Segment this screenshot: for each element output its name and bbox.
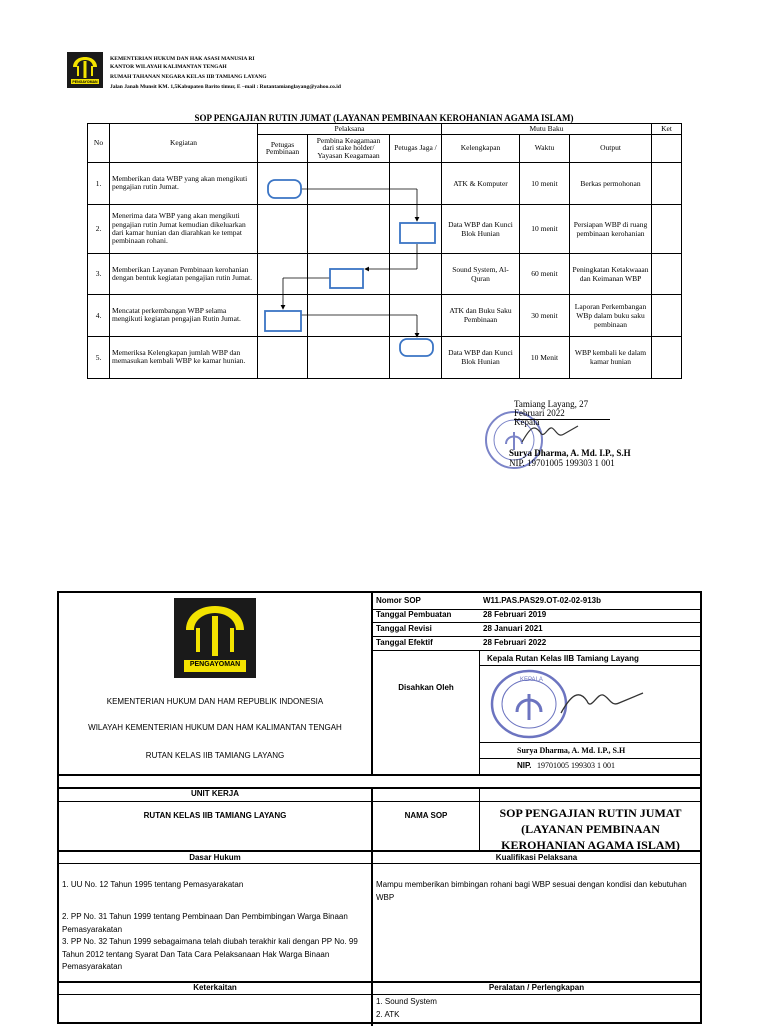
row-kelengkapan: ATK & Komputer: [442, 162, 520, 204]
approver-title: Kepala Rutan Kelas IIB Tamiang Layang: [487, 654, 639, 663]
unit-name: RUMAH TAHANAN NEGARA KELAS IIB TAMIANG LAYANG: [110, 74, 267, 80]
row-output: Berkas permohonan: [570, 162, 652, 204]
row-waktu: 10 menit: [520, 162, 570, 204]
row-kelengkapan: ATK dan Buku Saku Pembinaan: [442, 294, 520, 336]
address-line: Jalan Janah Munsit KM. 1,5Kabupaten Barito timur, E –mail : Rutantamianglayang@yahoo.co.id: [110, 84, 341, 90]
row-no: 3.: [88, 253, 110, 294]
approved-by-label: Disahkan Oleh: [398, 683, 454, 692]
row-output: Peningkatan Ketakwaaan dan Keimanan WBP: [570, 253, 652, 294]
nama-sop-line-3: KEROHANIAN AGAMA ISLAM): [501, 838, 680, 852]
table-row: [88, 162, 682, 204]
meta-value-pembuatan: 28 Februari 2019: [483, 610, 547, 619]
row-no: 4.: [88, 294, 110, 336]
meta-label-pembuatan: Tanggal Pembuatan: [376, 610, 452, 619]
meta-value-revisi: 28 Januari 2021: [483, 624, 543, 633]
row-no: 1.: [88, 162, 110, 204]
row-waktu: 30 menit: [520, 294, 570, 336]
meta-label-efektif: Tanggal Efektif: [376, 638, 433, 647]
row-waktu: 60 menit: [520, 253, 570, 294]
ministry-logo: [67, 52, 103, 88]
logo-label: PENGAYOMAN: [72, 80, 98, 84]
peralatan-item-1: 1. Sound System: [376, 997, 437, 1006]
row-output: Laporan Perkembangan WBp dalam buku saku pembinaan: [570, 294, 652, 336]
nama-sop-line-1: SOP PENGAJIAN RUTIN JUMAT: [499, 806, 682, 820]
row-waktu: 10 menit: [520, 204, 570, 253]
meta-label-nomor: Nomor SOP: [376, 596, 421, 605]
row-output: WBP kembali ke dalam kamar hunian: [570, 336, 652, 378]
form-org-2: WILAYAH KEMENTERIAN HUKUM DAN HAM KALIMANTAN TENGAH: [88, 723, 342, 732]
sop-cover-form: [57, 591, 702, 1024]
form-approver-name: Surya Dharma, A. Md. I.P., S.H: [517, 746, 626, 755]
keterkaitan-label: Keterkaitan: [193, 983, 237, 992]
signature-role: Kepala: [514, 417, 540, 427]
row-kegiatan: Memberikan Layanan Pembinaan kerohanian dengan bentuk kegiatan pengajian rutin Jumat.: [110, 253, 258, 294]
unit-kerja-value: RUTAN KELAS IIB TAMIANG LAYANG: [143, 811, 287, 820]
sop-flow-table: [87, 123, 682, 379]
row-waktu: 10 Menit: [520, 336, 570, 378]
form-org-1: KEMENTERIAN HUKUM DAN HAM REPUBLIK INDONESIA: [106, 697, 324, 706]
regional-office: KANTOR WILAYAH KALIMANTAN TENGAH: [110, 64, 227, 70]
header-pembina: Pembina Keagamaan dari stake holder/ Yayasan Keagamaan: [308, 134, 390, 162]
header-petugas-pembinaan: Petugas Pembinaan: [258, 134, 308, 162]
table-row: [88, 204, 682, 253]
meta-label-revisi: Tanggal Revisi: [376, 624, 432, 633]
dasar-hukum-2: 2. PP No. 31 Tahun 1999 tentang Pembinaan Dan Pembimbingan Warga Binaan Pemasyarakatan: [62, 912, 348, 934]
header-ket-blank: [652, 134, 682, 162]
nama-sop-line-2: (LAYANAN PEMBINAAN: [521, 822, 660, 836]
header-kegiatan: Kegiatan: [110, 124, 258, 163]
meta-value-efektif: 28 Februari 2022: [483, 638, 547, 647]
header-petugas-jaga: Petugas Jaga /: [390, 134, 442, 162]
form-logo: [174, 598, 256, 678]
row-no: 5.: [88, 336, 110, 378]
form-logo-label: PENGAYOMAN: [189, 661, 241, 668]
signature-nip: NIP. 19701005 199303 1 001: [509, 458, 615, 468]
kualifikasi-value: Mampu memberikan bimbingan rohani bagi WBP sesuai dengan kondisi dan kebutuhan WBP: [376, 880, 687, 902]
handwritten-signature: [520, 418, 580, 448]
header-no: No: [88, 124, 110, 163]
unit-kerja-label: UNIT KERJA: [190, 789, 239, 798]
row-kegiatan: Memberikan data WBP yang akan mengikuti pengajian rutin Jumat.: [110, 162, 258, 204]
header-output: Output: [570, 134, 652, 162]
dasar-hukum-3: 3. PP No. 32 Tahun 1999 sebagaimana telah diubah terakhir kali dengan PP No. 99 Tahun 2012 tentang Syarat Dan Tata Cara Pelaksanaan Hak Warga Binaan Pemasyarakatan: [62, 937, 358, 971]
signature-name: Surya Dharma, A. Md. I.P., S.H: [509, 448, 631, 458]
form-org-3: RUTAN KELAS IIB TAMIANG LAYANG: [145, 751, 285, 760]
dasar-hukum-1: 1. UU No. 12 Tahun 1995 tentang Pemasyarakatan: [62, 880, 244, 889]
header-mutu-baku: Mutu Baku: [442, 124, 652, 135]
row-kegiatan: Mencatat perkembangan WBP selama mengikuti kegiatan pengajian Rutin Jumat.: [110, 294, 258, 336]
peralatan-item-2: 2. ATK: [376, 1010, 400, 1019]
table-row: [88, 253, 682, 294]
peralatan-label: Peralatan / Perlengkapan: [488, 983, 585, 992]
nama-sop-label: NAMA SOP: [404, 811, 448, 820]
meta-value-nomor: W11.PAS.PAS29.OT-02-02-913b: [483, 596, 601, 605]
kualifikasi-label: Kualifikasi Pelaksana: [495, 853, 578, 862]
row-kelengkapan: Sound System, Al-Quran: [442, 253, 520, 294]
header-pelaksana: Pelaksana: [258, 124, 442, 135]
form-approver-nip: 19701005 199303 1 001: [537, 761, 615, 770]
ministry-name: KEMENTERIAN HUKUM DAN HAK ASASI MANUSIA RI: [110, 56, 255, 62]
form-approver-nip-label: NIP.: [517, 761, 532, 770]
row-kegiatan: Memeriksa Kelengkapan jumlah WBP dan memasukan kembali WBP ke kamar hunian.: [110, 336, 258, 378]
table-row: [88, 336, 682, 378]
nama-sop-value: [481, 805, 700, 853]
header-kelengkapan: Kelengkapan: [442, 134, 520, 162]
form-handwritten-signature: [557, 683, 647, 723]
row-kegiatan: Menerima data WBP yang akan mengikuti pengajian rutin Jumat kemudian dikeluarkan dari kamar hunian dan diarahkan ke tempat pembinaan rohani.: [110, 204, 258, 253]
table-row: [88, 294, 682, 336]
form-seal-text: KEPALA: [520, 677, 543, 683]
header-waktu: Waktu: [520, 134, 570, 162]
sop-title: SOP PENGAJIAN RUTIN JUMAT (LAYANAN PEMBINAAN KEROHANIAN AGAMA ISLAM): [194, 113, 574, 123]
signature-date-cont: Februari 2022: [514, 408, 565, 418]
signature-place-date: Tamiang Layang, 27: [514, 399, 589, 409]
row-kelengkapan: Data WBP dan Kunci Blok Hunian: [442, 204, 520, 253]
header-ket: Ket: [652, 124, 682, 135]
row-output: Persiapan WBP di ruang pembinaan kerohanian: [570, 204, 652, 253]
row-kelengkapan: Data WBP dan Kunci Blok Hunian: [442, 336, 520, 378]
dasar-hukum-label: Dasar Hukum: [189, 853, 241, 862]
row-no: 2.: [88, 204, 110, 253]
